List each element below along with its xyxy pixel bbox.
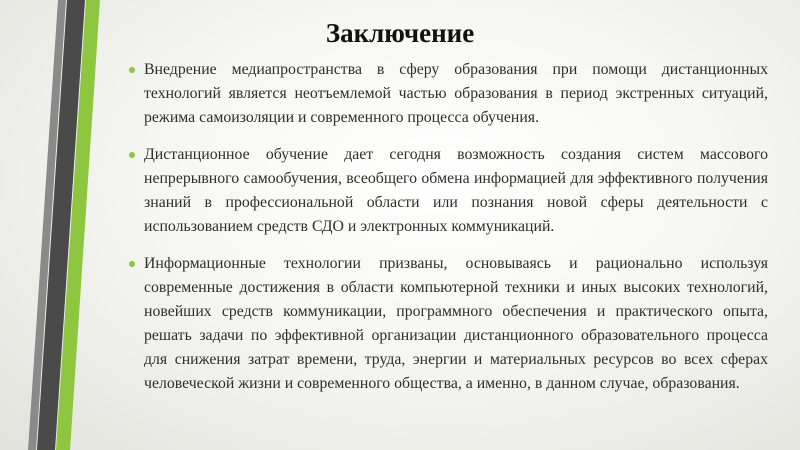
bullet-text: Информационные технологии призваны, основываясь и рационально используя современные достижения в области компьютерной техники и иных высоких технологий, новейших средств коммуникации, программного обеспечения и практического опыта, решать задачи по эффективной организации дистанционного образовательного процесса для снижения затрат времени, труда, энергии и материальных ресурсов во всех сферах человеческой жизни и современного общества, а именно, в данном случае, образования.	[144, 255, 768, 392]
decorative-stripes	[0, 0, 120, 450]
bullet-dot-icon	[129, 261, 135, 267]
bullet-text: Внедрение медиапространства в сферу образования при помощи дистанционных технологий является неотъемлемой частью образования в период экстренных ситуаций, режима самоизоляции и современного процесса обучения.	[144, 61, 768, 126]
bullet-item	[126, 58, 768, 130]
bullet-item	[126, 143, 768, 239]
slide-title: Заключение	[325, 18, 475, 48]
bullet-dot-icon	[129, 67, 135, 73]
bullet-list	[126, 58, 768, 396]
bullet-item	[126, 252, 768, 396]
bullet-dot-icon	[129, 152, 135, 158]
bullet-text: Дистанционное обучение дает сегодня возможность создания систем массового непрерывного самообучения, всеобщего обмена информацией для эффективного получения знаний в профессиональной области или познания новой сферы деятельности с использованием средств СДО и электронных коммуникаций.	[144, 146, 768, 235]
